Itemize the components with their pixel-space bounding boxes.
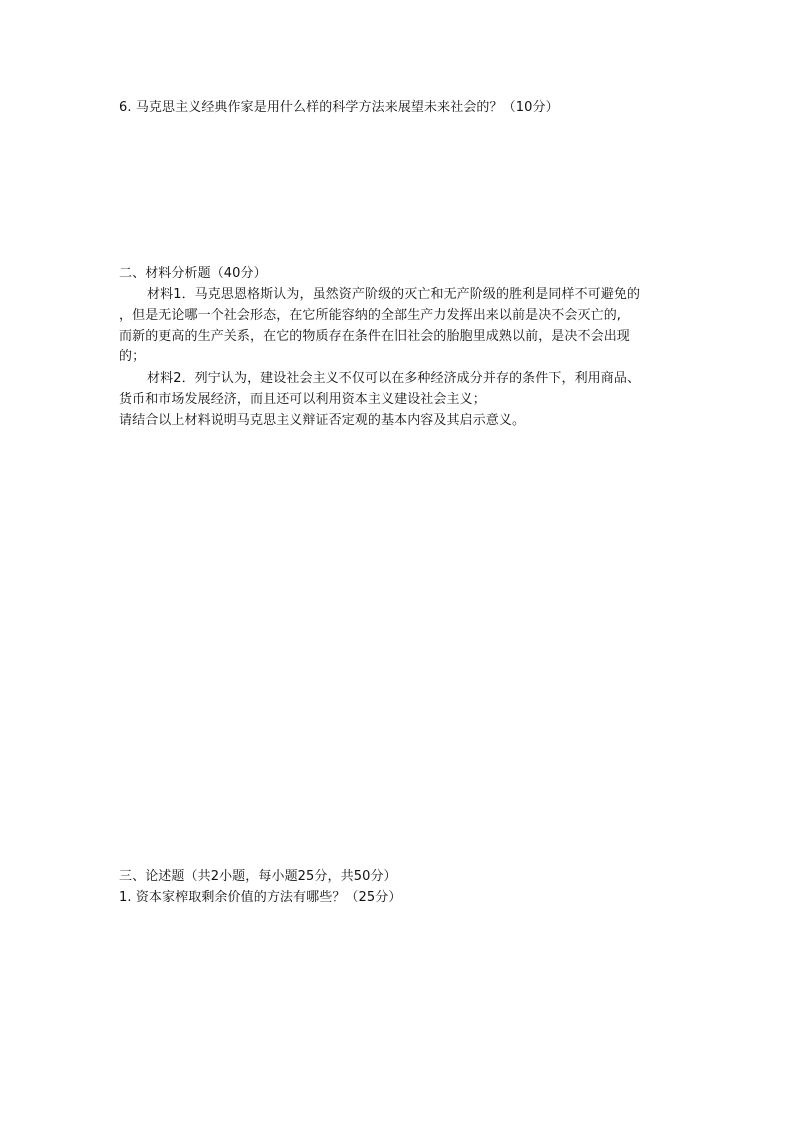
- material-analysis-question: 请结合以上材料说明马克思主义辩证否定观的基本内容及其启示意义。: [119, 413, 526, 428]
- section-3-heading: 三、论述题（共2小题，每小题25分，共50分）: [119, 869, 397, 884]
- material-2-line-2: 货币和市场发展经济，而且还可以利用资本主义建设社会主义；: [119, 392, 486, 407]
- material-1-line-3: 而新的更高的生产关系，在它的物质存在条件在旧社会的胎胞里成熟以前，是决不会出现: [119, 329, 630, 344]
- question-6: 6. 马克思主义经典作家是用什么样的科学方法来展望未来社会的？（10分）: [119, 100, 559, 115]
- material-2-line-1: 材料2．列宁认为，建设社会主义不仅可以在多种经济成分并存的条件下，利用商品、: [147, 371, 641, 386]
- material-1-line-1: 材料1．马克思恩格斯认为，虽然资产阶级的灭亡和无产阶级的胜利是同样不可避免的: [147, 287, 641, 302]
- material-1-line-4: 的；: [119, 349, 146, 364]
- section-3-question-1: 1. 资本家榨取剩余价值的方法有哪些？（25分）: [119, 890, 402, 905]
- material-1-line-2: ，但是无论哪一个社会形态，在它所能容纳的全部生产力发挥出来以前是决不会灭亡的,: [119, 308, 622, 323]
- section-2-heading: 二、材料分析题（40分）: [119, 266, 267, 281]
